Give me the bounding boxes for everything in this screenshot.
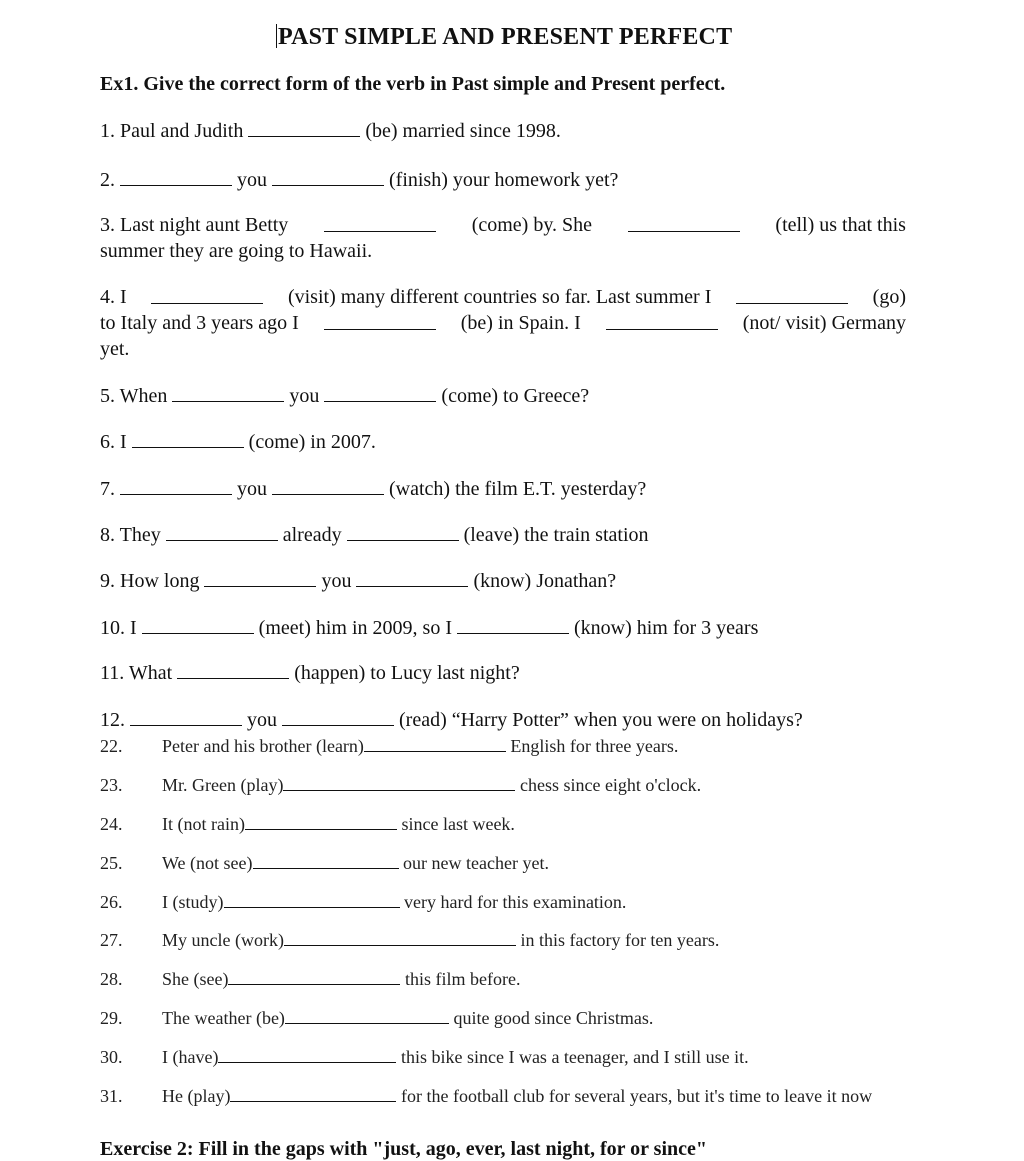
answer-blank[interactable] — [324, 213, 436, 232]
item-number: 26. — [100, 892, 123, 912]
item-text-post: our new teacher yet. — [403, 853, 549, 873]
q2-text-c: (finish) your homework yet? — [389, 169, 619, 191]
item-text-pre: It (not rain) — [162, 814, 245, 834]
answer-blank[interactable] — [248, 118, 360, 137]
answer-blank[interactable] — [253, 850, 399, 869]
item-number: 24. — [100, 814, 123, 834]
item-text-post: this bike since I was a teenager, and I still use it. — [400, 1047, 749, 1067]
answer-blank[interactable] — [324, 311, 436, 330]
text-cursor — [276, 24, 277, 48]
q11-text-b: (happen) to Lucy last night? — [294, 662, 520, 684]
item-text-post: very hard for this examination. — [404, 892, 627, 912]
item-text-post: since last week. — [401, 814, 515, 834]
item-30 — [100, 1044, 749, 1068]
exercise-2-heading: Exercise 2: Fill in the gaps with "just, ago, ever, last night, for or since" — [100, 1138, 708, 1160]
q11-text-a: 11. What — [100, 662, 173, 684]
question-4-line-1 — [100, 285, 906, 309]
item-text-post: chess since eight o'clock. — [519, 775, 702, 795]
q12-text-b: you — [247, 709, 277, 731]
item-text-pre: My uncle (work) — [162, 930, 284, 950]
item-text-post: in this factory for ten years. — [520, 930, 720, 950]
q1-text-b: (be) married since 1998. — [365, 120, 561, 142]
answer-blank[interactable] — [347, 522, 459, 541]
item-text-pre: The weather (be) — [162, 1008, 285, 1028]
answer-blank[interactable] — [285, 1005, 449, 1024]
answer-blank[interactable] — [282, 707, 394, 726]
question-8 — [100, 522, 649, 547]
answer-blank[interactable] — [736, 285, 848, 304]
answer-blank[interactable] — [151, 285, 263, 304]
answer-blank[interactable] — [324, 383, 436, 402]
q6-text-a: 6. I — [100, 431, 127, 453]
answer-blank[interactable] — [245, 811, 397, 830]
answer-blank[interactable] — [120, 167, 232, 186]
item-28 — [100, 966, 520, 990]
question-12 — [100, 707, 803, 732]
q6-text-b: (come) in 2007. — [248, 431, 376, 453]
q5-text-a: 5. When — [100, 385, 168, 407]
q10-text-b: (meet) him in 2009, so I — [258, 617, 452, 639]
q4-text-line2c: (not/ visit) Germany — [742, 312, 906, 334]
q9-text-a: 9. How long — [100, 570, 200, 592]
answer-blank[interactable] — [628, 213, 740, 232]
answer-blank[interactable] — [166, 522, 278, 541]
item-number: 28. — [100, 969, 123, 989]
q3-text-a: 3. Last night aunt Betty — [100, 214, 289, 236]
q4-text-b: (visit) many different countries so far. Last summer I — [287, 286, 712, 308]
answer-blank[interactable] — [224, 889, 400, 908]
item-number: 29. — [100, 1008, 123, 1028]
answer-blank[interactable] — [272, 167, 384, 186]
q8-text-c: (leave) the train station — [463, 524, 649, 546]
page-title — [276, 24, 732, 51]
item-number: 31. — [100, 1086, 123, 1106]
answer-blank[interactable] — [172, 383, 284, 402]
item-text-pre: Peter and his brother (learn) — [162, 736, 364, 756]
answer-blank[interactable] — [356, 568, 468, 587]
q4-text-c: (go) — [872, 286, 906, 308]
q4-text-a: 4. I — [100, 286, 127, 308]
answer-blank[interactable] — [457, 615, 569, 634]
answer-blank[interactable] — [284, 927, 516, 946]
item-23 — [100, 772, 701, 796]
answer-blank[interactable] — [218, 1044, 396, 1063]
question-7 — [100, 476, 646, 501]
q12-text-a: 12. — [100, 709, 125, 731]
item-text-pre: Mr. Green (play) — [162, 775, 284, 795]
q9-text-b: you — [321, 570, 352, 592]
item-25 — [100, 850, 549, 874]
item-text-post: English for three years. — [510, 736, 679, 756]
question-2 — [100, 167, 618, 192]
q12-text-c: (read) “Harry Potter” when you were on holidays? — [399, 709, 803, 731]
answer-blank[interactable] — [230, 1083, 396, 1102]
item-29 — [100, 1005, 653, 1029]
item-22 — [100, 733, 678, 757]
question-4-line-3: yet. — [100, 338, 130, 360]
item-text-pre: She (see) — [162, 969, 229, 989]
exercise-1-heading: Ex1. Give the correct form of the verb in Past simple and Present perfect. — [100, 73, 726, 95]
q1-text-a: 1. Paul and Judith — [100, 120, 244, 142]
q4-text-line2b: (be) in Spain. I — [460, 312, 581, 334]
question-11 — [100, 660, 520, 685]
question-3-line-2: summer they are going to Hawaii. — [100, 240, 373, 262]
question-4-line-2 — [100, 311, 906, 335]
question-10 — [100, 615, 758, 640]
answer-blank[interactable] — [132, 429, 244, 448]
item-number: 25. — [100, 853, 123, 873]
item-number: 27. — [100, 930, 123, 950]
q5-text-b: you — [289, 385, 320, 407]
item-text-post: this film before. — [404, 969, 521, 989]
q9-text-c: (know) Jonathan? — [473, 570, 617, 592]
item-text-post: for the football club for several years, but it's time to leave it now — [400, 1086, 873, 1106]
item-text-pre: He (play) — [162, 1086, 231, 1106]
q2-text-b: you — [237, 169, 267, 191]
item-number: 22. — [100, 736, 123, 756]
q7-text-c: (watch) the film E.T. yesterday? — [389, 478, 647, 500]
question-3-line-1 — [100, 213, 906, 237]
q7-text-b: you — [237, 478, 267, 500]
answer-blank[interactable] — [120, 476, 232, 495]
q2-text-a: 2. — [100, 169, 115, 191]
q5-text-c: (come) to Greece? — [441, 385, 590, 407]
q4-text-line2a: to Italy and 3 years ago I — [100, 312, 299, 334]
q3-text-b: (come) by. She — [471, 214, 593, 236]
page-title-text: PAST SIMPLE AND PRESENT PERFECT — [278, 24, 733, 50]
item-number: 30. — [100, 1047, 123, 1067]
q7-text-a: 7. — [100, 478, 115, 500]
q8-text-a: 8. They — [100, 524, 161, 546]
item-24 — [100, 811, 515, 835]
answer-blank[interactable] — [130, 707, 242, 726]
item-text-pre: I (have) — [162, 1047, 219, 1067]
answer-blank[interactable] — [228, 966, 400, 985]
q3-text-c: (tell) us that this — [775, 214, 906, 236]
q10-text-c: (know) him for 3 years — [573, 617, 759, 639]
answer-blank[interactable] — [606, 311, 718, 330]
q10-text-a: 10. I — [100, 617, 137, 639]
item-31 — [100, 1083, 872, 1107]
item-number: 23. — [100, 775, 123, 795]
answer-blank[interactable] — [204, 568, 316, 587]
item-text-pre: We (not see) — [162, 853, 253, 873]
answer-blank[interactable] — [364, 733, 506, 752]
answer-blank[interactable] — [142, 615, 254, 634]
question-9 — [100, 568, 616, 593]
item-text-post: quite good since Christmas. — [453, 1008, 654, 1028]
item-text-pre: I (study) — [162, 892, 224, 912]
answer-blank[interactable] — [177, 660, 289, 679]
question-6 — [100, 429, 376, 454]
answer-blank[interactable] — [272, 476, 384, 495]
q8-text-b: already — [282, 524, 342, 546]
question-5 — [100, 383, 589, 408]
item-27 — [100, 927, 719, 951]
answer-blank[interactable] — [283, 772, 515, 791]
question-1 — [100, 118, 561, 143]
item-26 — [100, 889, 626, 913]
